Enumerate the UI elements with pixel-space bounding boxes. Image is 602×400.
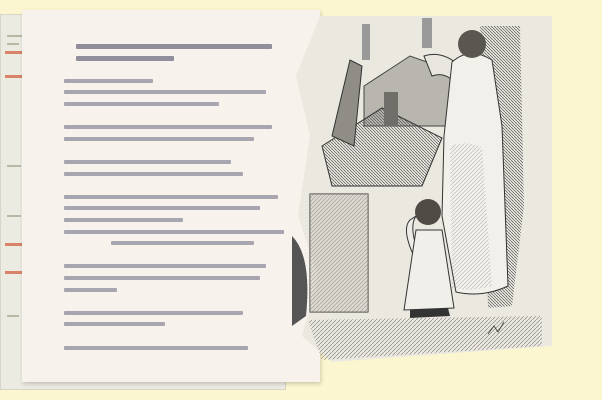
verse-line	[64, 79, 153, 83]
verse-line	[64, 288, 118, 292]
illustration-woman-and-child	[292, 16, 552, 366]
page-tab	[5, 51, 23, 54]
page-tab	[5, 271, 23, 274]
verse-line	[64, 230, 285, 234]
verse-line	[64, 137, 255, 141]
page-edge-mark	[7, 215, 21, 217]
verse-line	[64, 160, 231, 164]
verse-line	[64, 311, 243, 315]
chimney	[384, 92, 398, 126]
woman-head	[458, 30, 486, 58]
verse-line	[64, 264, 267, 268]
verse-heading-line	[76, 56, 174, 61]
distant-tower	[422, 18, 432, 48]
page-edge-mark	[7, 43, 19, 45]
verse-line	[64, 346, 249, 350]
verse-line	[111, 241, 254, 245]
verse-heading-line	[76, 44, 273, 49]
verse-page	[22, 10, 320, 382]
verse-line	[64, 276, 261, 280]
page-edge-mark	[7, 315, 19, 317]
child-head	[415, 199, 441, 225]
distant-tower	[362, 24, 370, 60]
verse-line	[64, 322, 165, 326]
verse-line	[64, 206, 261, 210]
verse-line	[64, 90, 267, 94]
tree-foliage	[292, 236, 307, 326]
page-edge-mark	[7, 35, 23, 37]
cobbled-street	[308, 316, 542, 360]
verse-line	[64, 102, 219, 106]
verse-line	[64, 218, 183, 222]
page-edge-mark	[7, 165, 21, 167]
verse-line	[64, 125, 273, 129]
verse-line	[64, 195, 279, 199]
verse-line	[64, 172, 243, 176]
